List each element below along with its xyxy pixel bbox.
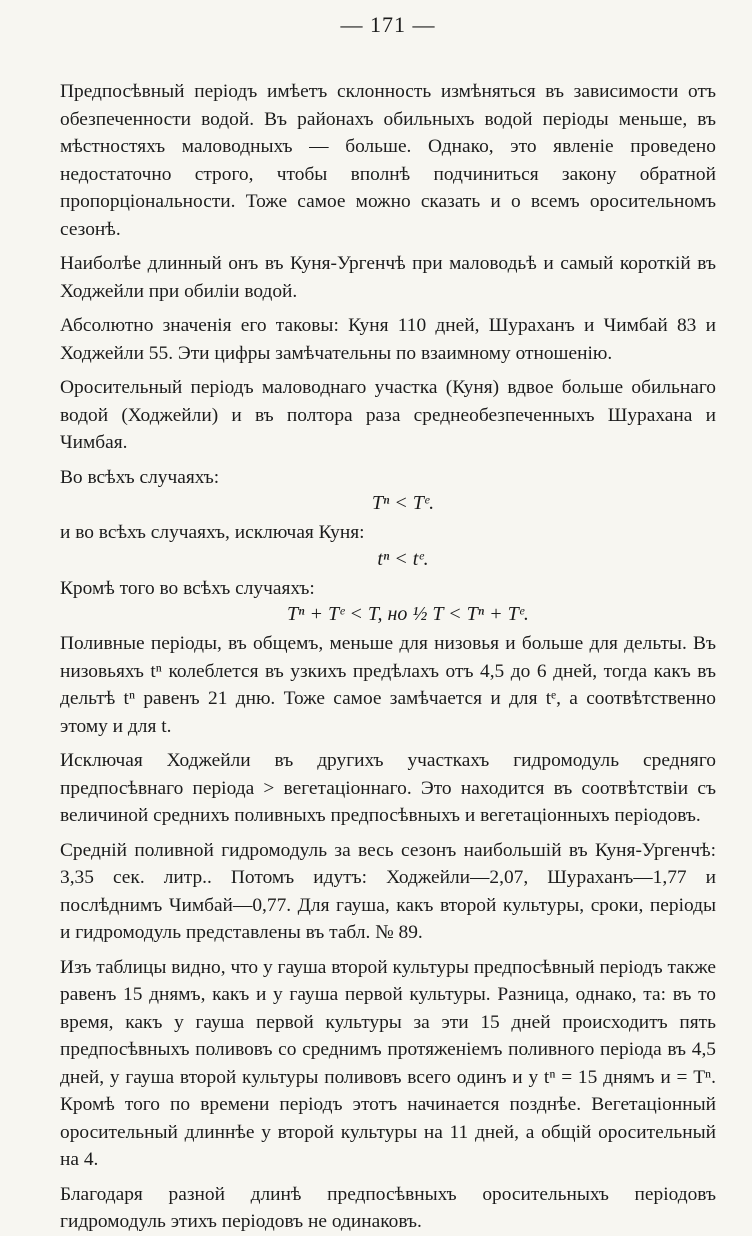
formula-2: tⁿ < tᵉ. (377, 547, 429, 570)
paragraph-longest-season: Наиболѣе длинный онъ въ Куня-Ургенчѣ при маловодьѣ и самый короткій въ Ходжейли при обиліи водой. (60, 253, 716, 302)
formula-3: Tⁿ + Tᵉ < T, но ½ T < Tⁿ + Tᵉ. (287, 603, 529, 625)
page-number: — 171 — (340, 12, 436, 37)
paragraph-absolute-values: Абсолютно значенія его таковы: Куня 110 дней, Шураханъ и Чимбай 83 и Ходжейли 55. Эти цифры замѣчательны по взаимному отношенію. (60, 315, 716, 364)
paragraph-hydromodule: Исключая Ходжейли въ другихъ участкахъ гидромодуль средняго предпосѣвнаго періода > вегетаціоннаго. Это находится въ соотвѣтствіи съ величиной среднихъ поливныхъ предпосѣвныхъ и вегетаціонныхъ періодовъ. (60, 750, 716, 826)
paragraph-presowing-period: Предпосѣвный періодъ имѣетъ склонность измѣняться въ зависимости отъ обезпеченности водой. Въ районахъ обильныхъ водой періоды меньше, въ мѣстностяхъ маловодныхъ — больше. Однако, это явленіе проведено недостаточно строго, чтобы вполнѣ подчиниться закону обратной пропорціональности. Тоже самое можно сказать и о всемъ оросительномъ сезонѣ. (60, 81, 716, 240)
paragraph-conclusion: Благодаря разной длинѣ предпосѣвныхъ оросительныхъ періодовъ гидромодуль этихъ періодовъ не одинаковъ. (60, 1183, 716, 1232)
paragraph-besides: Кромѣ того во всѣхъ случаяхъ: (60, 577, 315, 599)
paragraph-except-kunya: и во всѣхъ случаяхъ, исключая Куня: (60, 522, 365, 543)
paragraph-table-analysis: Изъ таблицы видно, что у гауша второй культуры предпосѣвный періодъ также равенъ 15 днямъ, какъ и у гауша первой культуры. Разница, однако, та: въ то время, какъ у гауша первой культуры за эти 15 дней происходитъ пять предпосѣвныхъ поливовъ со среднимъ протяженіемъ поливного періода въ 4,5 дней, у гауша второй культуры поливовъ всего одинъ и у tⁿ = 15 днямъ и = Tⁿ. Кромѣ того по времени періодъ этотъ начинается позднѣе. Вегетаціонный оросительный длиннѣе у второй культуры на 11 дней, а общій оросительный на 4. (60, 956, 716, 1170)
formula-1: Tⁿ < Tᵉ. (371, 492, 435, 514)
paragraph-watering-periods: Поливные періоды, въ общемъ, меньше для низовья и больше для дельты. Въ низовьяхъ tⁿ колеблется въ узкихъ предѣлахъ отъ 4,5 до 6 дней, тогда какъ въ дельтѣ tⁿ равенъ 21 дню. Тоже самое замѣчается и для tᵉ, а соотвѣтственно этому и для t. (60, 633, 716, 737)
paragraph-irrigation-period: Оросительный періодъ маловоднаго участка (Куня) вдвое больше обильнаго водой (Ходжейли) и въ полтора раза среднеобезпеченныхъ Шурахана и Чимбая. (60, 377, 716, 453)
page-body (60, 78, 716, 1236)
paragraph-all-cases: Во всѣхъ случаяхъ: (60, 466, 220, 488)
paragraph-average-hydromodule: Средній поливной гидромодуль за весь сезонъ наибольшій въ Куня-Ургенчѣ: 3,35 сек. литр.. Потомъ идутъ: Ходжейли—2,07, Шураханъ—1,77 и послѣднимъ Чимбай—0,77. Для гауша, какъ второй культуры, сроки, періоды и гидромодуль представлены въ табл. № 89. (60, 839, 716, 943)
